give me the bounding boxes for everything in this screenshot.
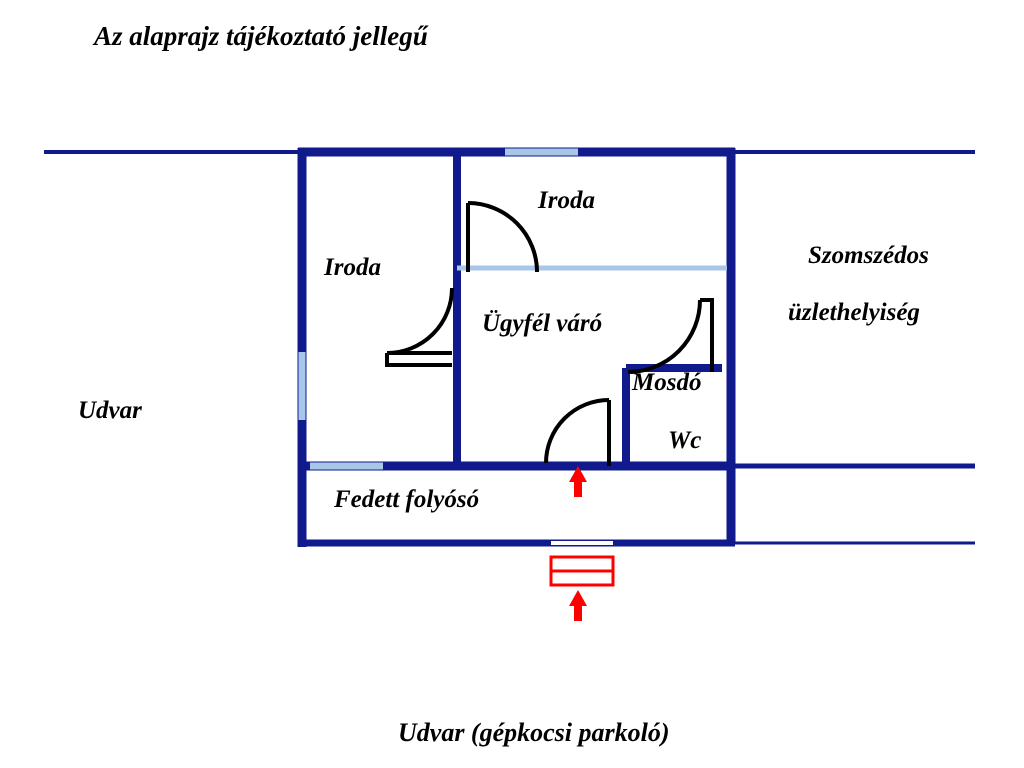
boundary-lines [44,152,975,543]
page-title: Az alaprajz tájékoztató jellegű [94,21,428,51]
room-label-mosdo: Mosdó [632,369,702,396]
entrance-gate [551,543,613,585]
exterior-label-szomszedos-line1: Szomszédos [808,242,929,269]
room-label-iroda-top: Iroda [538,187,595,214]
exterior-label-szomszedos-line2: üzlethelyiség [788,299,920,326]
room-label-iroda-left: Iroda [324,254,381,281]
bottom-caption: Udvar (gépkocsi parkoló) [398,718,670,747]
room-label-fedett-folyoso: Fedett folyósó [334,486,480,513]
arrow-up-inner [569,466,587,497]
room-label-ugyfel-varo: Ügyfél váró [482,310,603,337]
room-label-wc: Wc [668,427,702,454]
arrow-up-outer [569,590,587,621]
exterior-label-udvar: Udvar [78,397,142,424]
